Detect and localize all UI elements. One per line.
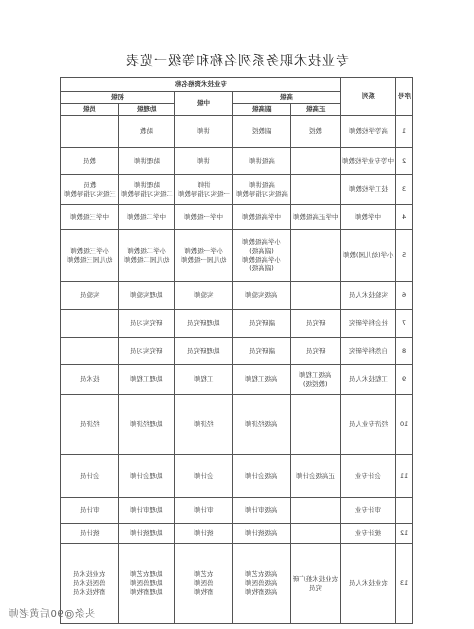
cell-zhenggao <box>291 175 341 205</box>
cell-seq: 5 <box>396 230 413 282</box>
cell-zhongji: 工程师 <box>175 365 233 395</box>
cell-fugao: 高级工程师 <box>233 365 291 395</box>
cell-zhongji: 助理研究员 <box>175 338 233 365</box>
cell-zhenggao: 中学正高级教师 <box>291 205 341 230</box>
cell-yuan: 小学三级教师 幼儿园三级教师 <box>61 230 119 282</box>
cell-yuan: 审计员 <box>61 498 119 524</box>
cell-yuan: 农业技术员 兽医技术员 畜牧技术员 <box>61 544 119 624</box>
cell-zhenggao <box>291 230 341 282</box>
cell-zhongji: 实验师 <box>175 282 233 310</box>
cell-seq: 6 <box>396 282 413 310</box>
cell-zhongji: 讲师 <box>175 148 233 175</box>
cell-seq <box>396 498 413 524</box>
cell-zhongji: 审计师 <box>175 498 233 524</box>
cell-fugao: 副研究员 <box>233 310 291 338</box>
cell-seq: 11 <box>396 455 413 498</box>
cell-fugao: 中学高级教师 <box>233 205 291 230</box>
cell-seq: 8 <box>396 338 413 365</box>
header-assistant: 助理级 <box>119 104 175 116</box>
header-senior: 高级 <box>233 92 341 104</box>
cell-zhenggao <box>291 395 341 455</box>
cell-zhuli: 助理工程师 <box>119 365 175 395</box>
cell-series: 中学教师 <box>341 205 396 230</box>
header-intermediate: 中级 <box>175 92 233 116</box>
cell-zhuli: 助教 <box>119 116 175 148</box>
cell-seq: 2 <box>396 148 413 175</box>
cell-yuan: 统计员 <box>61 524 119 544</box>
cell-fugao: 高级会计师 <box>233 455 291 498</box>
cell-series: 自然科学研究 <box>341 338 396 365</box>
cell-zhenggao <box>291 498 341 524</box>
cell-yuan: 教员 <box>61 148 119 175</box>
cell-fugao: 高级讲师 高级实习指导教师 <box>233 175 291 205</box>
cell-zhongji: 统计师 <box>175 524 233 544</box>
header-junior: 初级 <box>61 92 175 104</box>
table-row <box>61 175 413 205</box>
cell-zhongji: 讲师 <box>175 116 233 148</box>
cell-zhuli: 助理讲师 二级实习指导教师 <box>119 175 175 205</box>
cell-zhenggao: 研究员 <box>291 338 341 365</box>
cell-zhenggao: 教授 <box>291 116 341 148</box>
cell-zhenggao <box>291 282 341 310</box>
table-row <box>61 395 413 455</box>
table-row <box>61 230 413 282</box>
cell-zhuli: 中学二级教师 <box>119 205 175 230</box>
cell-series: 会计专业 <box>341 455 396 498</box>
cell-seq: 10 <box>396 395 413 455</box>
header-zhenggao: 正高级 <box>291 104 341 116</box>
cell-series: 统计专业 <box>341 524 396 544</box>
cell-zhongji: 小学一级教师 幼儿园一级教师 <box>175 230 233 282</box>
cell-series: 实验技术人员 <box>341 282 396 310</box>
cell-series: 工程技术人员 <box>341 365 396 395</box>
cell-zhenggao <box>291 524 341 544</box>
cell-yuan <box>61 310 119 338</box>
cell-series: 高等学校教师 <box>341 116 396 148</box>
cell-zhuli: 助理统计师 <box>119 524 175 544</box>
cell-zhongji: 讲师 一级实习指导教师 <box>175 175 233 205</box>
header-yuan: 员级 <box>61 104 119 116</box>
cell-series: 中等专业学校教师 <box>341 148 396 175</box>
cell-fugao: 高级审计师 <box>233 498 291 524</box>
cell-fugao: 高级实验师 <box>233 282 291 310</box>
table-row <box>61 455 413 498</box>
cell-seq: 4 <box>396 205 413 230</box>
cell-zhenggao <box>291 148 341 175</box>
header-series: 系列 <box>341 78 396 116</box>
table-row <box>61 116 413 148</box>
cell-fugao: 副研究员 <box>233 338 291 365</box>
cell-zhuli: 助理讲师 <box>119 148 175 175</box>
table-row <box>61 338 413 365</box>
cell-zhuli: 助理农艺师 助理兽医师 助理畜牧师 <box>119 544 175 624</box>
cell-yuan <box>61 338 119 365</box>
cell-seq: 13 <box>396 544 413 624</box>
cell-seq: 9 <box>396 365 413 395</box>
cell-zhuli: 助理实验师 <box>119 282 175 310</box>
cell-series: 经济专业人员 <box>341 395 396 455</box>
cell-zhenggao: 正高级会计师 <box>291 455 341 498</box>
cell-series: 技工学校教师 <box>341 175 396 205</box>
table-row <box>61 310 413 338</box>
cell-zhenggao: 农业技术推广研究员 <box>291 544 341 624</box>
cell-series: 审计专业 <box>341 498 396 524</box>
cell-series: 社会科学研究 <box>341 310 396 338</box>
cell-yuan: 教员 三级实习指导教师 <box>61 175 119 205</box>
page-title: 专业技术职务系列名称和等级一览表 <box>125 54 350 69</box>
header-seq: 序号 <box>396 78 413 116</box>
table-row <box>61 524 413 544</box>
cell-zhongji: 农艺师 兽医师 畜牧师 <box>175 544 233 624</box>
cell-zhuli: 助理审计师 <box>119 498 175 524</box>
header-qualification: 专业技术资格名称 <box>61 78 341 92</box>
table-row <box>61 544 413 624</box>
table-row <box>61 148 413 175</box>
cell-zhongji: 经济师 <box>175 395 233 455</box>
cell-zhongji: 中学一级教师 <box>175 205 233 230</box>
cell-yuan: 经济员 <box>61 395 119 455</box>
cell-fugao: 高级经济师 <box>233 395 291 455</box>
header-fugao: 副高级 <box>233 104 291 116</box>
cell-yuan: 会计员 <box>61 455 119 498</box>
cell-yuan <box>61 116 119 148</box>
cell-fugao: 高级讲师 <box>233 148 291 175</box>
header-row-1 <box>61 78 413 92</box>
cell-seq: 7 <box>396 310 413 338</box>
cell-yuan: 中学三级教师 <box>61 205 119 230</box>
cell-seq: 12 <box>396 524 413 544</box>
cell-seq: 1 <box>396 116 413 148</box>
cell-zhuli: 助理会计师 <box>119 455 175 498</box>
cell-series: 农业技术人员 <box>341 544 396 624</box>
cell-zhongji: 助理研究员 <box>175 310 233 338</box>
cell-fugao: 副教授 <box>233 116 291 148</box>
cell-fugao: 高级统计师 <box>233 524 291 544</box>
cell-fugao: 小学高级教师 (副高级) 小学高级教师 (副高级) <box>233 230 291 282</box>
cell-zhenggao: 研究员 <box>291 310 341 338</box>
table-row <box>61 282 413 310</box>
cell-zhuli: 研究实习员 <box>119 310 175 338</box>
cell-zhuli: 助理经济师 <box>119 395 175 455</box>
table-row <box>61 205 413 230</box>
cell-zhuli: 小学二级教师 幼儿园二级教师 <box>119 230 175 282</box>
cell-yuan: 技术员 <box>61 365 119 395</box>
cell-zhenggao: 高级工程师 (教授级) <box>291 365 341 395</box>
cell-fugao: 高级农艺师 高级兽医师 高级畜牧师 <box>233 544 291 624</box>
cell-zhuli: 研究实习员 <box>119 338 175 365</box>
table-row <box>61 365 413 395</box>
cell-yuan: 实验员 <box>61 282 119 310</box>
cell-series: 小学(幼儿园)教师 <box>341 230 396 282</box>
cell-zhongji: 会计师 <box>175 455 233 498</box>
cell-seq: 3 <box>396 175 413 205</box>
table-row <box>61 498 413 524</box>
title-grade-table <box>60 77 413 624</box>
watermark: 头条@90后黄老师 <box>8 609 96 620</box>
